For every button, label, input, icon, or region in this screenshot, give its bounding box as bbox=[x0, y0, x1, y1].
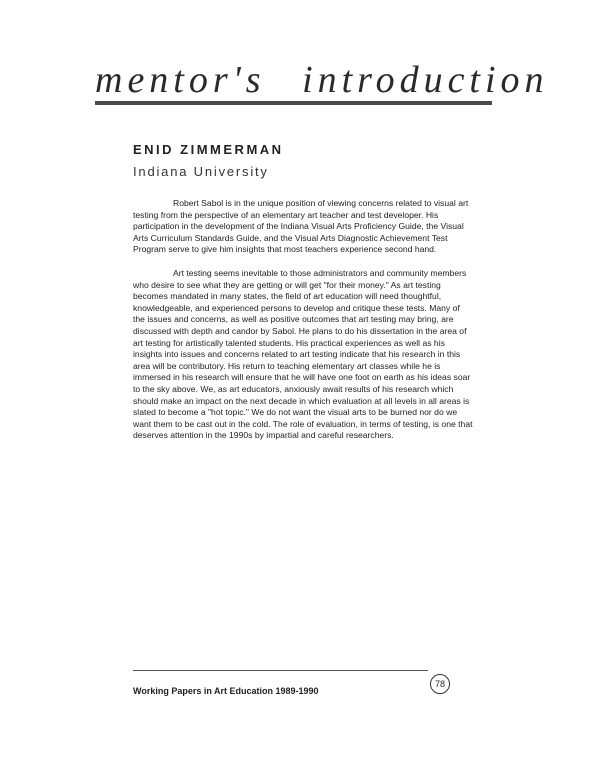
paragraph-1: Robert Sabol is in the unique position of viewing concerns related to visual art testing from the perspective of an elementary art teacher and test developer. His participation in the development of the Indiana Visual Arts Proficiency Guide, the Visual Arts Curriculum Standards Guide, and the Visual Arts Diagnostic Achievement Test Program serve to give him insights that most teachers experience second hand. bbox=[133, 198, 469, 255]
paragraph-2: Art testing seems inevitable to those administrators and community members who desire to see what they are getting or will get "for their money." As art testing becomes mandated in many states, the field of art education will need thoughtful, knowledgeable, and experienced persons to develop and critique these tests. Many of the issues and concerns, as well as positive outcomes that art testing may bring, are discussed with depth and candor by Sabol. He plans to do his dissertation in the area of art testing for artistically talented students. His practical experiences as well as his insights into issues and concerns related to art testing indicate that his research in this area will be contributory. His return to teaching elementary art classes while he is immersed in his research will ensure that he will have one foot on earth as his ideas soar to the sky above. We, as art educators, anxiously await results of his research which should make an impact on the next decade in which evaluation at all levels in all areas is slated to become a "hot topic." We do not want the visual arts to be burned nor do we want them to be cast out in the cold. The role of evaluation, in terms of testing, is one that deserves attention in the 1990s by impartial and careful researchers. bbox=[133, 267, 473, 441]
page-number-badge: 78 bbox=[430, 674, 450, 694]
title-underline bbox=[95, 101, 492, 105]
page-title: mentor's introduction bbox=[95, 59, 549, 101]
author-affiliation: Indiana University bbox=[133, 164, 269, 179]
article-body bbox=[133, 198, 473, 454]
author-name: ENID ZIMMERMAN bbox=[133, 142, 284, 157]
footer-divider bbox=[133, 670, 428, 671]
publication-title: Working Papers in Art Education 1989-1990 bbox=[133, 686, 319, 696]
